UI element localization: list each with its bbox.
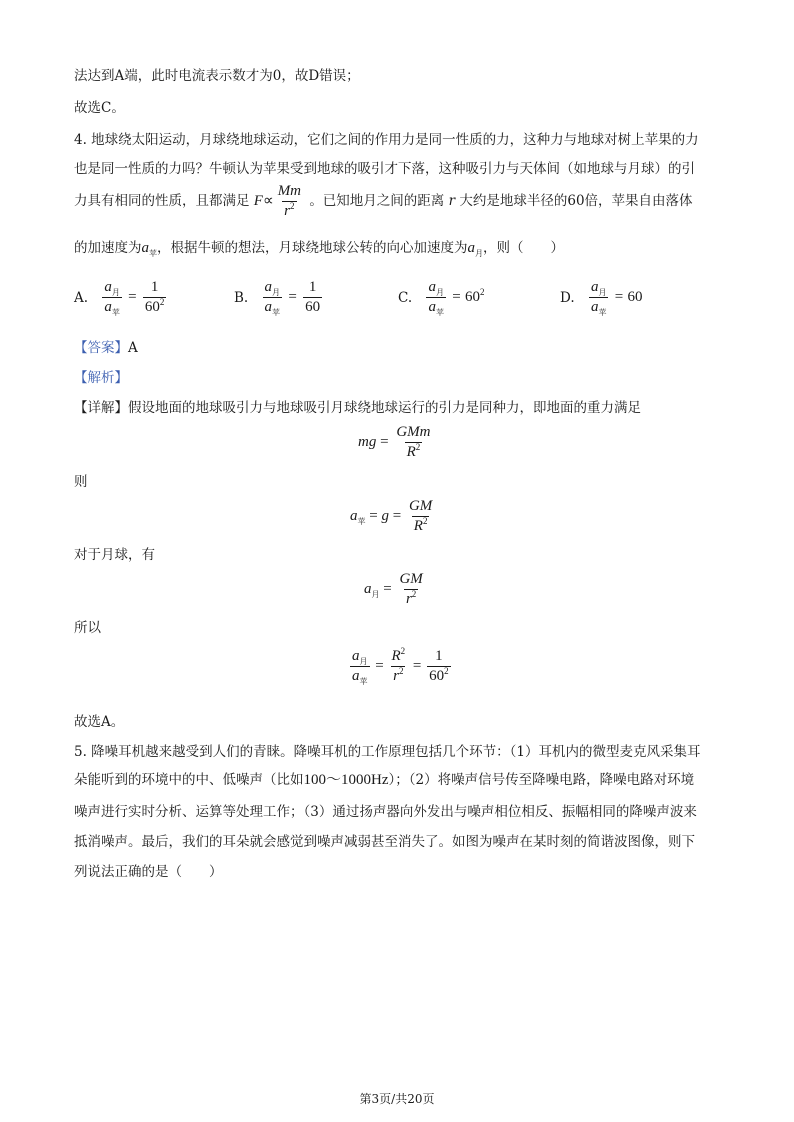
equation-gravity: mg = $\frac{\text{GMm}}{R^2}$ (358, 424, 431, 460)
question-4-line: 的加速度为$a_苹$，根据牛顿的想法，月球绕地球公转的向心加速度为$a_月$，则（ ） (74, 240, 564, 258)
question-5-line: 朵能听到的环境中的中、低噪声（比如100～1000Hz）；（2）将噪声信号传至降噪电路，降噪电路对环境 (74, 772, 695, 788)
equation-moon-acceleration: $a_月$ = $\frac{GM}{r^2}$ (364, 571, 423, 607)
option-c[interactable]: C. $\frac{a_月}{a_苹}$ = $60^2$ (398, 279, 485, 317)
page-number: 第3页/共20页 (359, 1092, 435, 1106)
question-5-line: 噪声进行实时分析、运算等处理工作；（3）通过扬声器向外发出与噪声相位相反、振幅相同的降噪声波来 (74, 804, 697, 820)
option-a[interactable]: A. $\frac{a_月}{a_苹}$ = $\frac{1}{60^2}$ (74, 279, 165, 317)
equation-ratio: $\frac{a_月}{a_苹}$ = $\frac{R^2}{r^2}$ = $\frac{1}{60^2}$ (352, 646, 449, 686)
analysis-tag: 【解析】 (74, 370, 128, 386)
question-5-line: 抵消噪声。最后，我们的耳朵就会感觉到噪声减弱甚至消失了。如图为噪声在某时刻的简谐波图像，则下 (74, 834, 695, 850)
text-line: 故选C。 (74, 100, 125, 116)
question-4-line: 力具有相同的性质，且都满足 F∝ $\frac{Mm}{r^2}$ 。已知地月之间的距离 r 大约是地球半径的60倍，苹果自由落体 (74, 183, 693, 219)
detail-line: 【详解】假设地面的地球吸引力与地球吸引月球绕地球运行的引力是同种力，即地面的重力满足 (74, 400, 641, 416)
text-line: 故选A。 (74, 714, 125, 730)
text-line: 对于月球，有 (74, 547, 155, 563)
option-b[interactable]: B. $\frac{a_月}{a_苹}$ = $\frac{1}{60}$ (234, 279, 321, 317)
text-line: 所以 (74, 620, 101, 636)
text-line: 法达到A端，此时电流表示数才为0，故D错误； (74, 68, 360, 84)
text-line: 则 (74, 474, 88, 490)
answer-value: A (128, 340, 138, 356)
option-d[interactable]: D. $\frac{a_月}{a_苹}$ = 60 (560, 279, 643, 317)
analysis-line (74, 368, 128, 388)
question-4-line: 也是同一性质的力吗？牛顿认为苹果受到地球的吸引才下落，这种吸引力与天体间（如地球与月球）的引 (74, 161, 695, 177)
answer-tag: 【答案】 (74, 340, 128, 356)
question-4-line: 4. 地球绕太阳运动，月球绕地球运动，它们之间的作用力是同一性质的力，这种力与地球对树上苹果的力 (74, 132, 699, 148)
detail-tag: 【详解】 (74, 400, 128, 416)
formula-fraction: $\frac{Mm}{r^2}$ (277, 183, 302, 219)
equation-apple-acceleration: $a_苹 = g$ = $\frac{GM}{R^2}$ (350, 498, 433, 534)
question-5-line: 5. 降噪耳机越来越受到人们的青睐。降噪耳机的工作原理包括几个环节：（1）耳机内的微型麦克风采集耳 (74, 744, 701, 760)
answer-line (74, 338, 138, 358)
question-5-line: 列说法正确的是（ ） (74, 864, 223, 880)
